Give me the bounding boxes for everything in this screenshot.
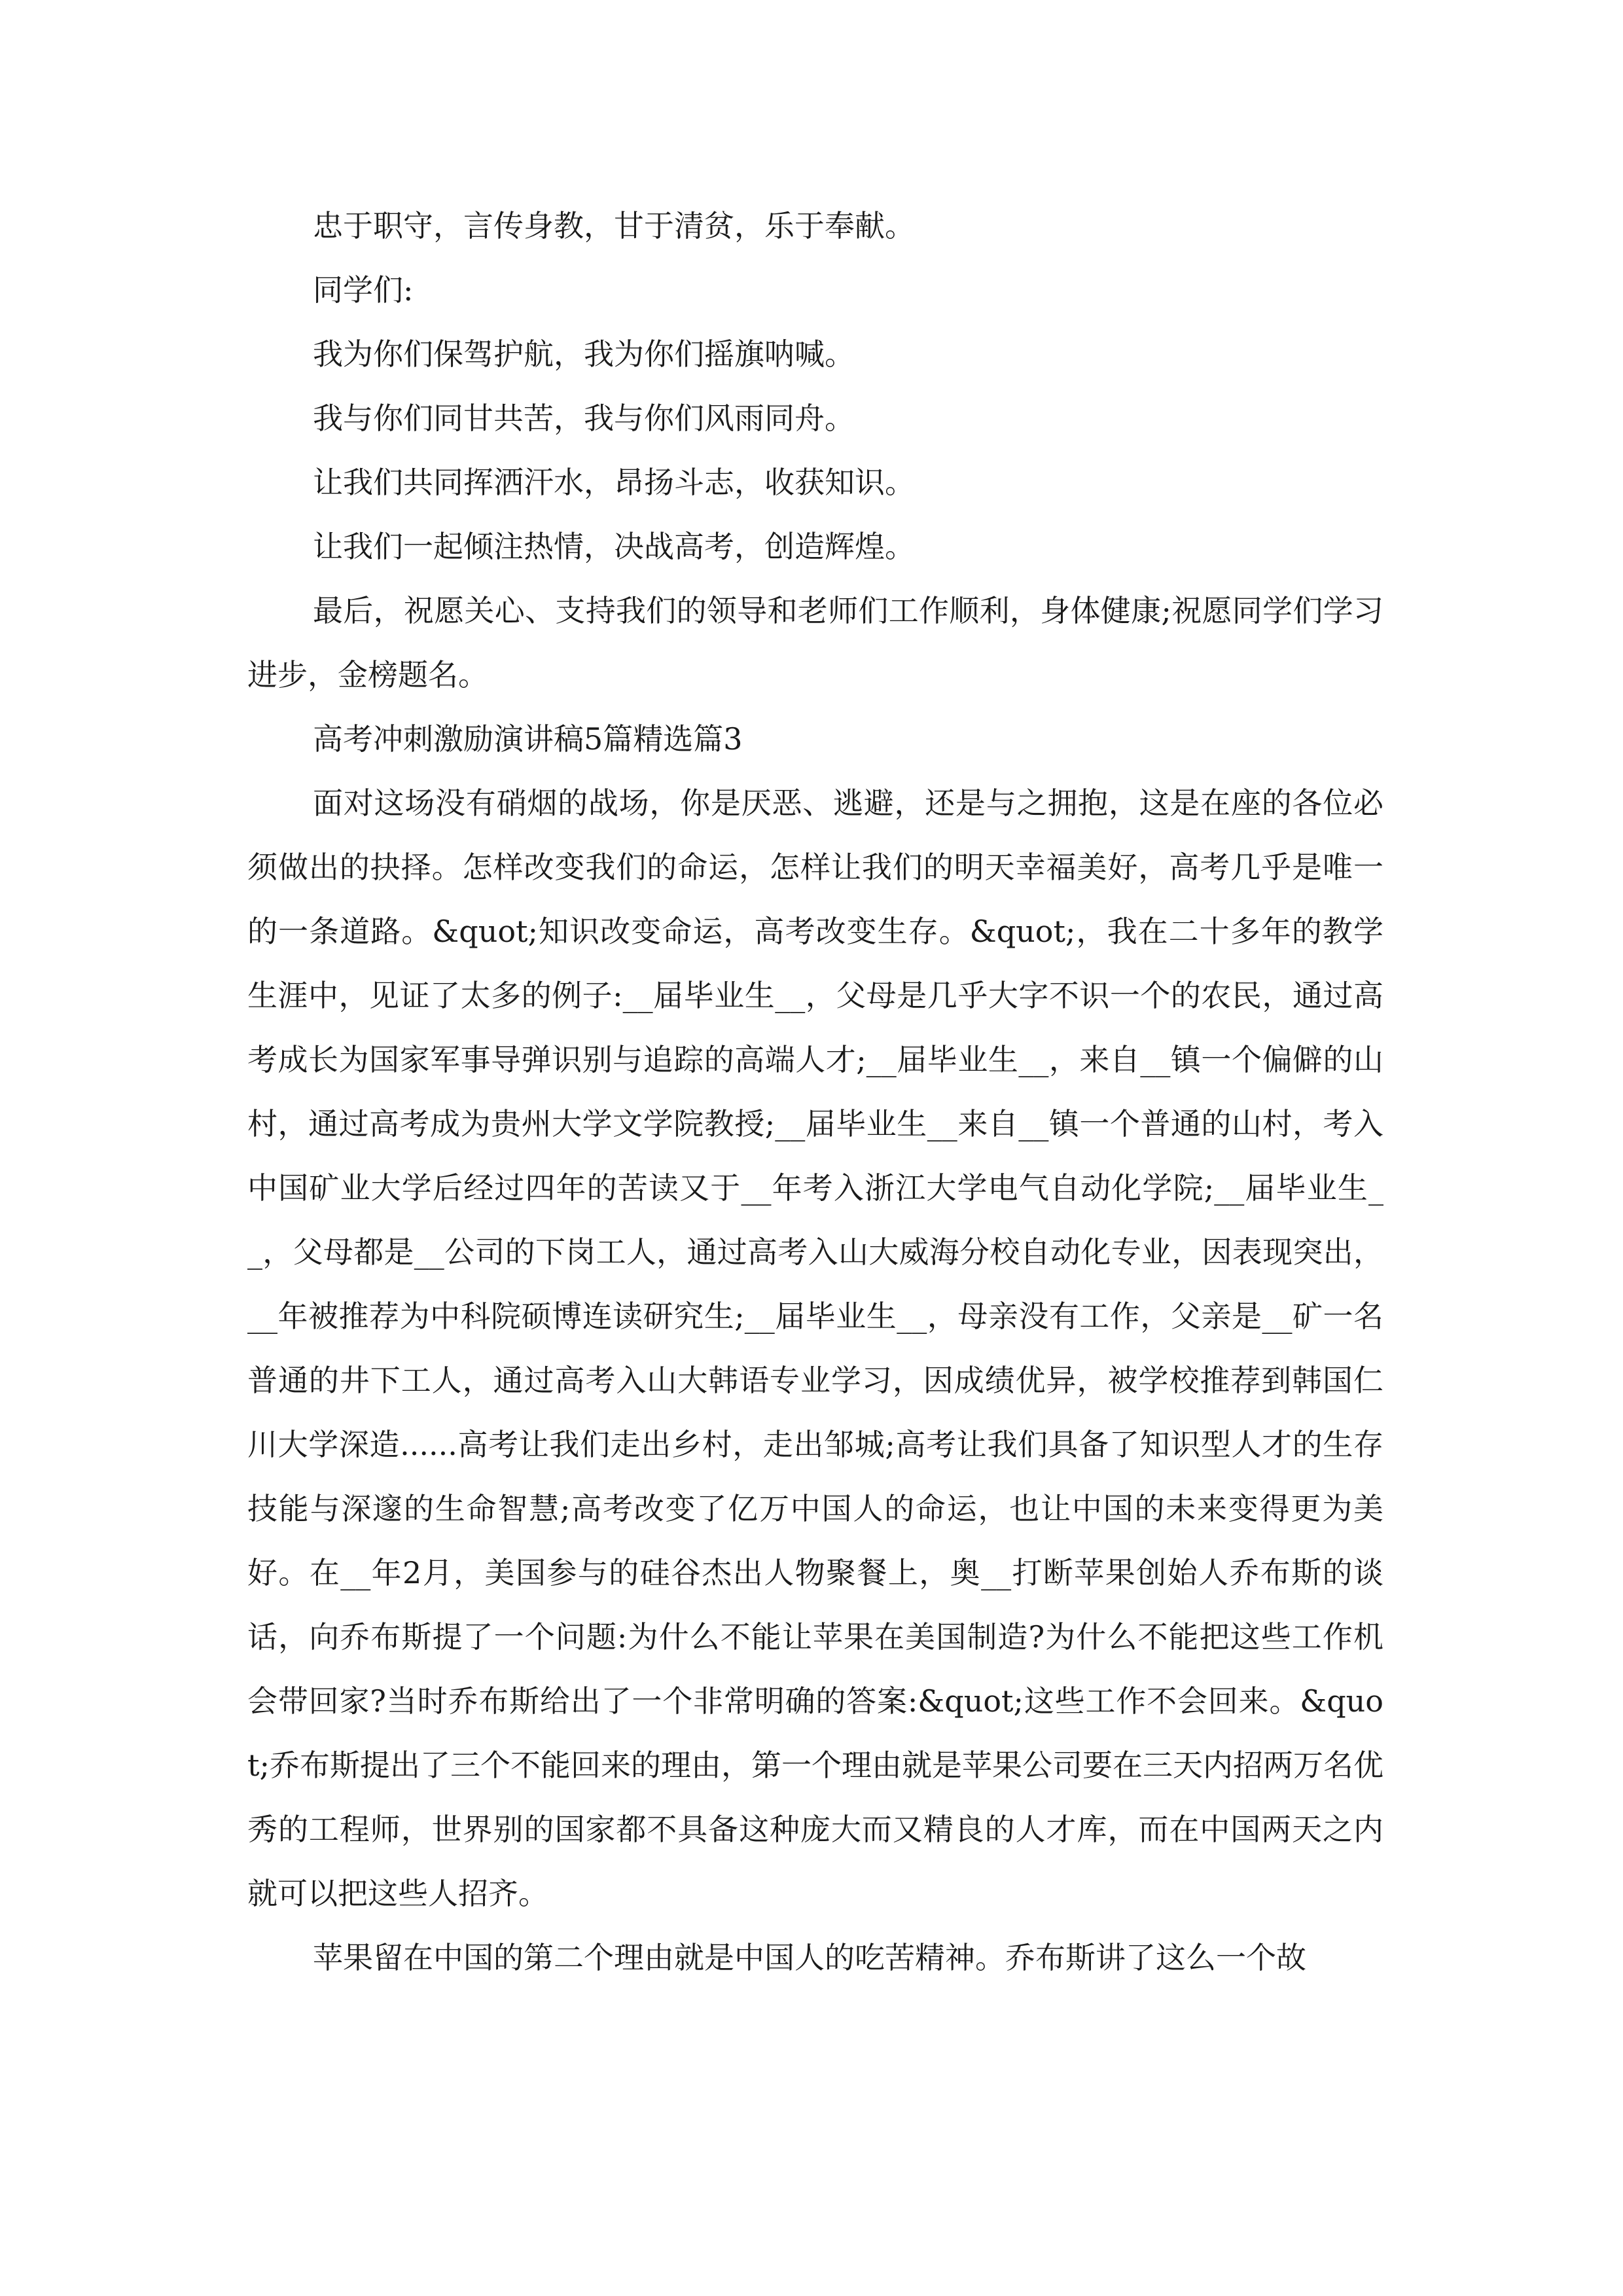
- section-heading: 高考冲刺激励演讲稿5篇精选篇3: [313, 721, 743, 757]
- paragraph: 忠于职守，言传身教，甘于清贫，乐于奉献。: [313, 208, 915, 243]
- paragraph: 让我们共同挥洒汗水，昂扬斗志，收获知识。: [313, 465, 915, 500]
- paragraph: 同学们:: [313, 272, 414, 308]
- paragraph: 我与你们同甘共苦，我与你们风雨同舟。: [313, 401, 855, 436]
- document-body: [247, 194, 1383, 1990]
- paragraph: 最后，祝愿关心、支持我们的领导和老师们工作顺利，身体健康;祝愿同学们学习进步，金榜题名。: [247, 593, 1383, 692]
- paragraph: 我为你们保驾护航，我为你们摇旗呐喊。: [313, 336, 855, 372]
- paragraph: 面对这场没有硝烟的战场，你是厌恶、逃避，还是与之拥抱，这是在座的各位必须做出的抉择。怎样改变我们的命运，怎样让我们的明天幸福美好，高考几乎是唯一的一条道路。&quot;知识改变命运，高考改变生存。&quot;，我在二十多年的教学生涯中，见证了太多的例子:__届毕业生__，父母是几乎大字不识一个的农民，通过高考成长为国家军事导弹识别与追踪的高端人才;__届毕业生__，来自__镇一个偏僻的山村，通过高考成为贵州大学文学院教授;__届毕业生__来自__镇一个普通的山村，考入中国矿业大学后经过四年的苦读又于__年考入浙江大学电气自动化学院;__届毕业生__，父母都是__公司的下岗工人，通过高考入山大威海分校自动化专业，因表现突出，__年被推荐为中科院硕博连读研究生;__届毕业生__，母亲没有工作，父亲是__矿一名普通的井下工人，通过高考入山大韩语专业学习，因成绩优异，被学校推荐到韩国仁川大学深造......高考让我们走出乡村，走出邹城;高考让我们具备了知识型人才的生存技能与深邃的生命智慧;高考改变了亿万中国人的命运，也让中国的未来变得更为美好。在__年2月，美国参与的硅谷杰出人物聚餐上，奥__打断苹果创始人乔布斯的谈话，向乔布斯提了一个问题:为什么不能让苹果在美国制造?为什么不能把这些工作机会带回家?当时乔布斯给出了一个非常明确的答案:&quot;这些工作不会回来。&quot;乔布斯提出了三个不能回来的理由，第一个理由就是苹果公司要在三天内招两万名优秀的工程师，世界别的国家都不具备这种庞大而又精良的人才库，而在中国两天之内就可以把这些人招齐。: [247, 785, 1383, 1911]
- paragraph: 苹果留在中国的第二个理由就是中国人的吃苦精神。乔布斯讲了这么一个故: [313, 1940, 1306, 1975]
- paragraph: 让我们一起倾注热情，决战高考，创造辉煌。: [313, 529, 915, 564]
